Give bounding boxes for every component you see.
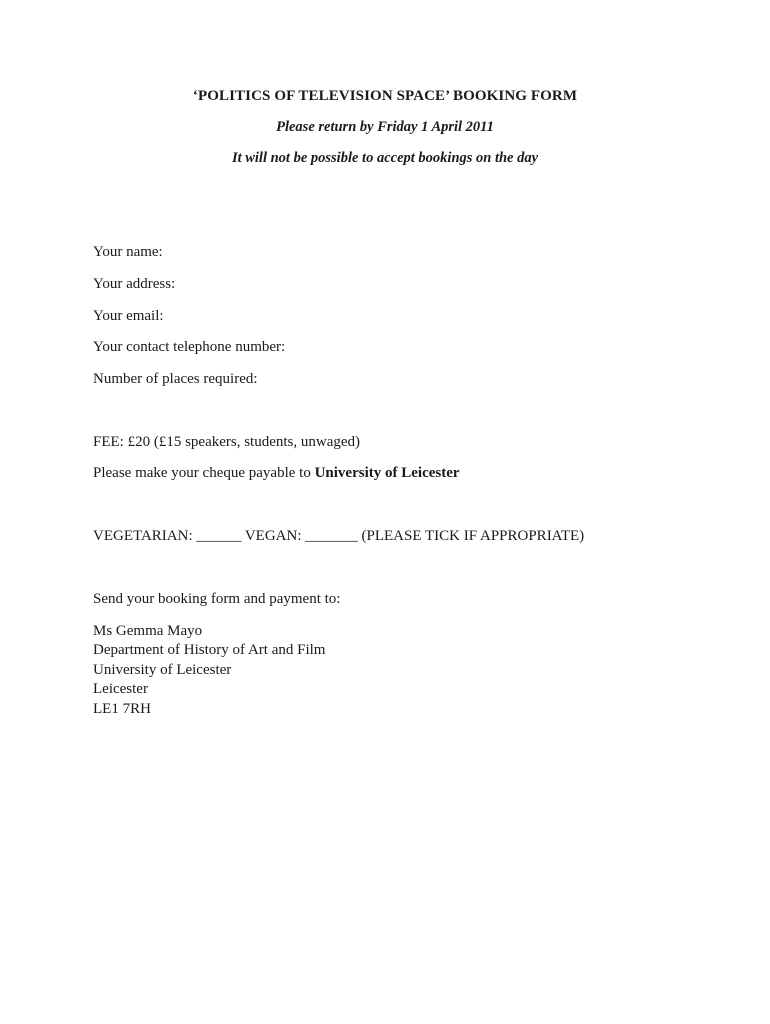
- address-field-label: Your address:: [93, 276, 176, 292]
- fee-text: FEE: £20 (£15 speakers, students, unwaged): [93, 434, 361, 450]
- address-line: Leicester: [93, 681, 148, 698]
- no-day-bookings-note: It will not be possible to accept bookings on the day: [231, 150, 539, 166]
- form-title: ‘POLITICS OF TELEVISION SPACE’ BOOKING FORM: [192, 88, 578, 104]
- dietary-options: VEGETARIAN: ______ VEGAN: _______ (PLEASE TICK IF APPROPRIATE): [93, 528, 585, 544]
- telephone-field-label: Your contact telephone number:: [93, 339, 286, 355]
- email-field-label: Your email:: [93, 308, 164, 324]
- address-line: LE1 7RH: [93, 700, 151, 717]
- name-field-label: Your name:: [93, 244, 163, 260]
- address-line: Ms Gemma Mayo: [93, 623, 203, 639]
- return-deadline: Please return by Friday 1 April 2011: [276, 119, 494, 135]
- cheque-instruction: [93, 465, 460, 482]
- address-line: Department of History of Art and Film: [93, 642, 326, 659]
- cheque-payee: University of Leicester: [314, 465, 460, 481]
- address-line: University of Leicester: [93, 661, 232, 678]
- send-to-intro: Send your booking form and payment to:: [93, 591, 341, 607]
- postal-address: [93, 622, 325, 719]
- places-field-label: Number of places required:: [93, 371, 258, 387]
- cheque-prefix: Please make your cheque payable to: [93, 465, 315, 481]
